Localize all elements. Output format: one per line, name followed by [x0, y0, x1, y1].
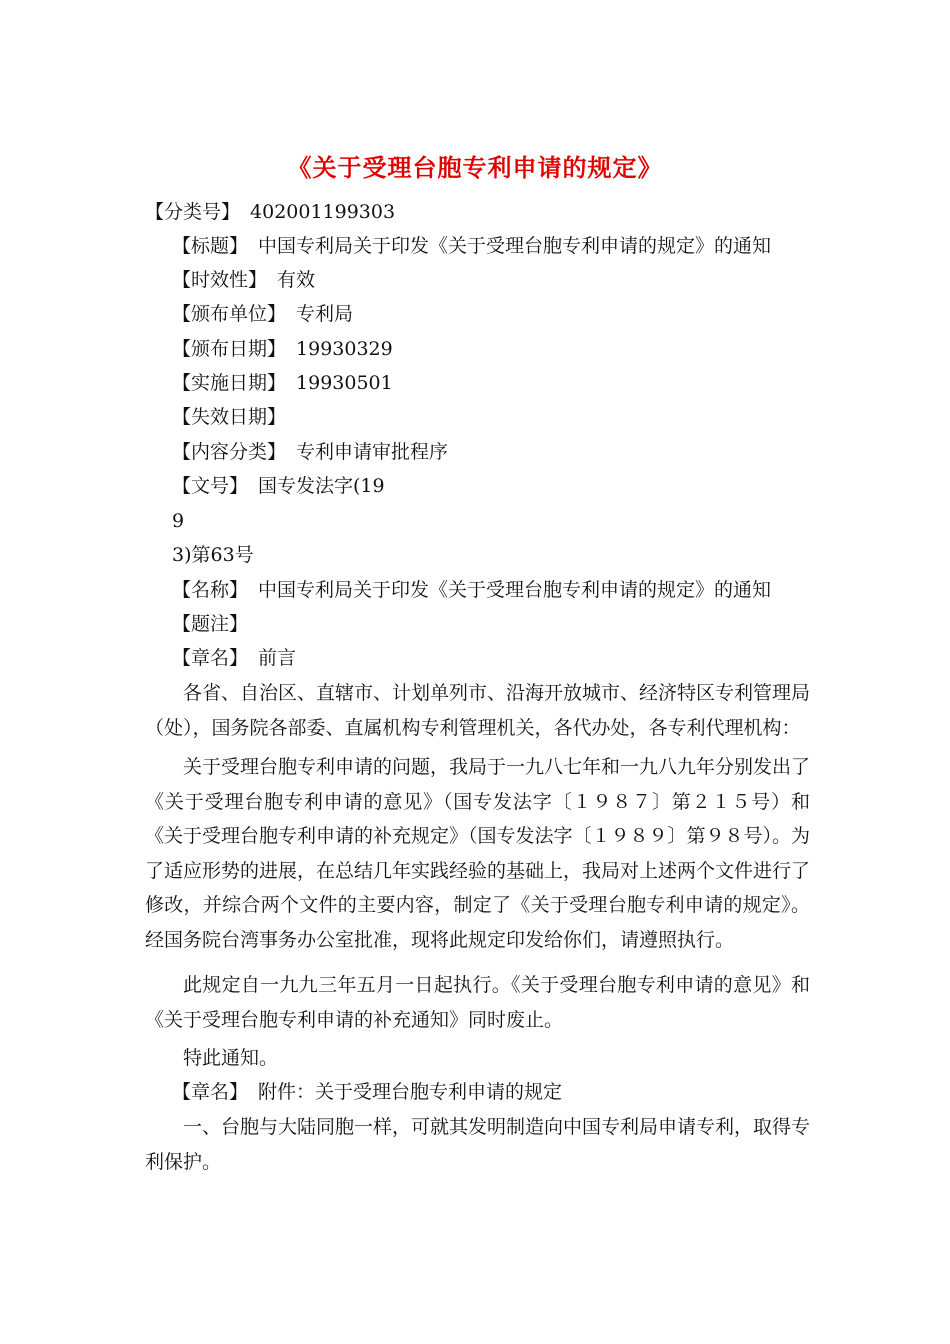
meta-label: 【分类号】 [145, 201, 241, 223]
meta-value: 中国专利局关于印发《关于受理台胞专利申请的规定》的通知 [258, 579, 772, 601]
meta-document-number [172, 474, 385, 498]
document-number-continued: 9 [172, 510, 185, 532]
meta-value: 前言 [258, 647, 297, 669]
meta-value: 专利申请审批程序 [296, 441, 449, 463]
meta-expiry-date [172, 405, 296, 429]
body-paragraph: 各省、自治区、直辖市、计划单列市、沿海开放城市、经济特区专利管理局（处），国务院各部委、直属机构专利管理机关，各代办处，各专利代理机构： [145, 682, 811, 739]
meta-effective-date [172, 371, 393, 395]
meta-note [172, 612, 258, 636]
meta-label: 【时效性】 [172, 269, 268, 291]
meta-title [172, 234, 771, 258]
meta-chapter [172, 646, 296, 670]
meta-validity [172, 268, 315, 292]
meta-value: 402001199303 [250, 201, 396, 223]
meta-label: 【文号】 [172, 475, 249, 497]
meta-value: 附件：关于受理台胞专利申请的规定 [258, 1081, 563, 1103]
meta-label: 【颁布单位】 [172, 303, 287, 325]
document-number-continued: 3)第63号 [172, 544, 254, 566]
meta-label: 【章名】 [172, 647, 249, 669]
meta-issuer [172, 302, 353, 326]
meta-category [172, 440, 448, 464]
meta-value: 19930501 [296, 372, 393, 394]
meta-label: 【失效日期】 [172, 406, 287, 428]
meta-label: 【章名】 [172, 1081, 249, 1103]
meta-label: 【颁布日期】 [172, 338, 287, 360]
body-paragraph: 特此通知。 [183, 1047, 279, 1069]
meta-label: 【名称】 [172, 579, 249, 601]
meta-name [172, 578, 771, 602]
article-paragraph: 一、台胞与大陆同胞一样，可就其发明制造向中国专利局申请专利，取得专利保护。 [145, 1116, 811, 1173]
meta-value: 专利局 [296, 303, 354, 325]
meta-value: 国专发法字(19 [258, 475, 385, 497]
document-title: 《关于受理台胞专利申请的规定》 [287, 153, 663, 182]
body-paragraph: 关于受理台胞专利申请的问题，我局于一九八七年和一九八九年分别发出了《关于受理台胞专利申请的意见》（国专发法字〔１９８７〕第２１５号）和《关于受理台胞专利申请的补充规定》（国专发法字〔１９８９〕第９８号）。为了适应形势的进展，在总结几年实践经验的基础上，我局对上述两个文件进行了修改，并综合两个文件的主要内容，制定了《关于受理台胞专利申请的规定》。经国务院台湾事务办公室批准，现将此规定印发给你们，请遵照执行。 [145, 756, 811, 951]
meta-issue-date [172, 337, 393, 361]
meta-classification [145, 200, 395, 224]
body-paragraph: 此规定自一九九三年五月一日起执行。《关于受理台胞专利申请的意见》和《关于受理台胞专利申请的补充通知》同时废止。 [145, 974, 810, 1031]
meta-label: 【标题】 [172, 235, 249, 257]
meta-value: 有效 [277, 269, 316, 291]
meta-chapter-annex [172, 1080, 562, 1104]
meta-value: 中国专利局关于印发《关于受理台胞专利申请的规定》的通知 [258, 235, 772, 257]
meta-label: 【实施日期】 [172, 372, 287, 394]
meta-value: 19930329 [296, 338, 393, 360]
meta-label: 【内容分类】 [172, 441, 287, 463]
meta-label: 【题注】 [172, 613, 249, 635]
